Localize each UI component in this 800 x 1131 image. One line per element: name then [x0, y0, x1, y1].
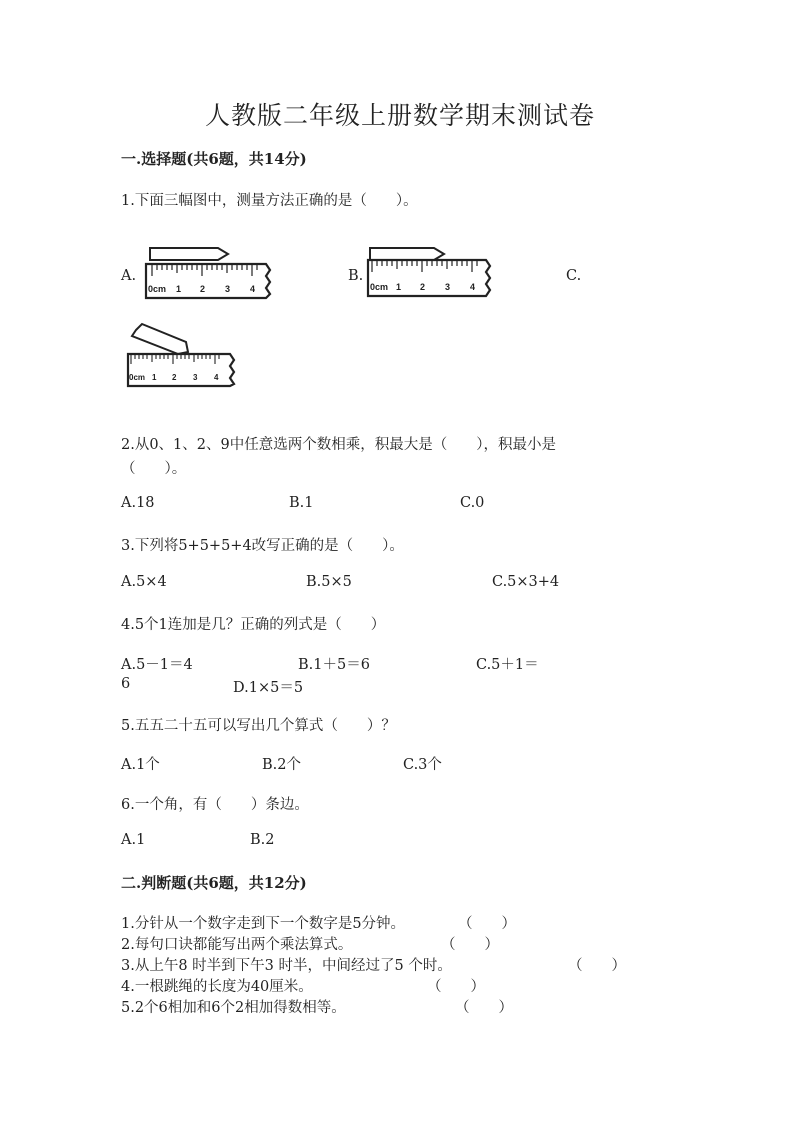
question-4-option-c: C.5＋1＝	[476, 657, 539, 673]
section-heading-choice: 一.选择题(共6题，共14分)	[121, 150, 307, 168]
question-2-option-c: C.0	[460, 495, 485, 511]
question-4-option-c-continued: 6	[121, 676, 131, 692]
ruler-label-3: 3	[225, 284, 231, 294]
ruler-label-2: 2	[200, 284, 206, 294]
question-6-option-a: A.1	[121, 832, 146, 848]
question-3-option-b: B.5×5	[306, 574, 352, 590]
ruler-label-4: 4	[470, 282, 476, 292]
question-3-text: 3.下列将5+5+5+4改写正确的是（ ）。	[121, 538, 404, 554]
question-1-option-b: B.	[348, 268, 364, 284]
pencil-shape	[132, 324, 188, 354]
question-6-option-b: B.2	[250, 832, 275, 848]
question-2-text-line1: 2.从0、1、2、9中任意选两个数相乘，积最大是（ ），积最小是	[121, 437, 556, 453]
ruler-label-3: 3	[445, 282, 451, 292]
pencil-shape	[370, 248, 444, 260]
question-5-option-c: C.3个	[403, 757, 442, 773]
judgment-2-text: 2.每句口诀都能写出两个乘法算式。	[121, 937, 353, 953]
ruler-label-4: 4	[214, 373, 219, 382]
question-5-option-a: A.1个	[121, 757, 160, 773]
ruler-label-0cm: 0cm	[370, 282, 389, 292]
question-3-option-c: C.5×3+4	[492, 574, 560, 590]
ruler-label-2: 2	[420, 282, 426, 292]
question-1-text: 1.下面三幅图中，测量方法正确的是（ ）。	[121, 193, 418, 209]
ruler-label-3: 3	[193, 373, 198, 382]
ruler-label-1: 1	[176, 284, 182, 294]
judgment-3-blank: （ ）	[568, 958, 626, 974]
question-2-option-b: B.1	[289, 495, 314, 511]
question-6-text: 6.一个角，有（ ）条边。	[121, 797, 309, 813]
ruler-label-0cm: 0cm	[129, 373, 146, 382]
question-5-text: 5.五五二十五可以写出几个算式（ ）？	[121, 718, 396, 734]
ruler-label-0cm: 0cm	[148, 284, 167, 294]
question-4-option-b: B.1＋5＝6	[298, 657, 370, 673]
question-1-option-c: C.	[566, 268, 582, 284]
judgment-3-text: 3.从上午8 时半到下午3 时半，中间经过了5 个时。	[121, 958, 452, 974]
judgment-2-blank: （ ）	[441, 937, 499, 953]
ruler-figure-a	[140, 240, 280, 302]
question-5-option-b: B.2个	[262, 757, 301, 773]
ruler-label-4: 4	[250, 284, 256, 294]
ruler-label-1: 1	[152, 373, 157, 382]
judgment-4-text: 4.一根跳绳的长度为40厘米。	[121, 979, 313, 995]
question-1-option-a: A.	[121, 268, 137, 284]
question-3-option-a: A.5×4	[121, 574, 167, 590]
ruler-figure-b	[362, 240, 502, 302]
ruler-label-1: 1	[396, 282, 402, 292]
ruler-figure-c	[122, 320, 242, 390]
page-title: 人教版二年级上册数学期末测试卷	[204, 101, 595, 130]
judgment-5-blank: （ ）	[455, 1000, 513, 1016]
question-4-option-a: A.5－1＝4	[121, 657, 193, 673]
ruler-label-2: 2	[172, 373, 177, 382]
question-4-option-d: D.1×5＝5	[233, 680, 304, 696]
question-2-option-a: A.18	[121, 495, 155, 511]
section-heading-judgment: 二.判断题(共6题，共12分)	[121, 874, 307, 892]
judgment-4-blank: （ ）	[427, 979, 485, 995]
question-2-text-line2: （ ）。	[121, 461, 187, 477]
judgment-1-text: 1.分针从一个数字走到下一个数字是5分钟。	[121, 916, 406, 932]
judgment-1-blank: （ ）	[458, 916, 516, 932]
judgment-5-text: 5.2个6相加和6个2相加得数相等。	[121, 1000, 346, 1016]
question-4-text: 4.5个1连加是几？正确的列式是（ ）	[121, 617, 386, 633]
pencil-shape	[150, 248, 228, 260]
